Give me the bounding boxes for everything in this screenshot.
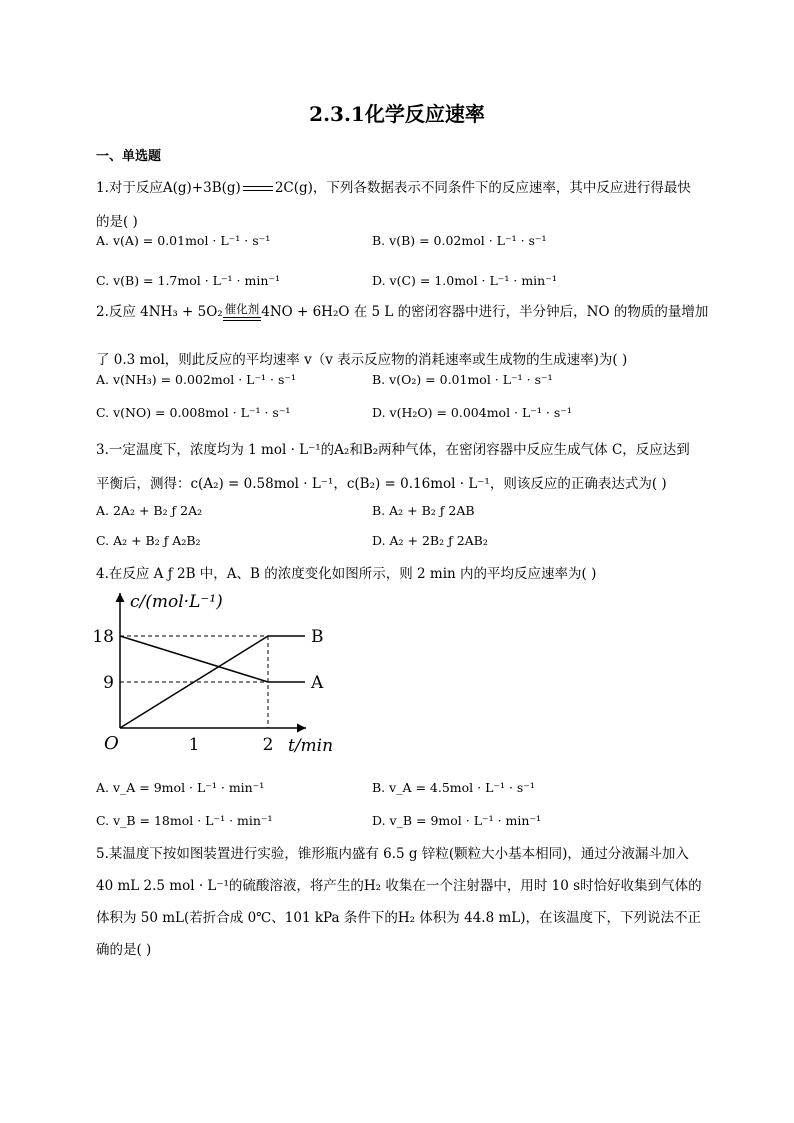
x-tick-label-1: 1 [188, 735, 200, 755]
question-3-stem-line2: 平衡后，测得：c(A₂) = 0.58mol · L⁻¹，c(B₂) = 0.16mol · L⁻¹，则该反应的正确表达式为( ) [96, 476, 667, 492]
q2-option-c[interactable]: C. v(NO) = 0.008mol · L⁻¹ · s⁻¹ [96, 405, 291, 420]
y-tick-label-9: 9 [103, 673, 114, 693]
series-label-B: B [311, 627, 324, 647]
q1-stem-a: 1.对于反应A(g)+3B(g) [96, 180, 241, 196]
q2-stem-a: 2.反应 4NH₃ + 5O₂ [96, 304, 223, 320]
series-label-A: A [311, 673, 324, 693]
question-5-line3: 体积为 50 mL(若折合成 0℃、101 kPa 条件下的H₂ 体积为 44.8 mL)，在该温度下，下列说法不正 [96, 910, 701, 926]
equals-arrow-icon [223, 318, 262, 321]
question-2-stem [96, 300, 708, 321]
question-1-stem [96, 176, 691, 196]
question-5-line2: 40 mL 2.5 mol · L⁻¹的硫酸溶液，将产生的H₂ 收集在一个注射器中，用时 10 s时恰好收集到气体的 [96, 878, 702, 894]
question-4-stem: 4.在反应 A ƒ 2B 中，A、B 的浓度变化如图所示，则 2 min 内的平均反应速率为( ) [96, 566, 597, 582]
question-2-stem-line2: 了 0.3 mol，则此反应的平均速率 v（v 表示反应物的消耗速率或生成物的生成速率)为( ) [96, 352, 628, 368]
concentration-chart [92, 585, 356, 760]
question-1-stem-line2: 的是( ) [96, 214, 138, 230]
q3-option-c[interactable]: C. A₂ + B₂ ƒ A₂B₂ [96, 533, 201, 548]
q1-option-c[interactable]: C. v(B) = 1.7mol · L⁻¹ · min⁻¹ [96, 273, 281, 288]
q3-option-d[interactable]: D. A₂ + 2B₂ ƒ 2AB₂ [372, 533, 488, 548]
q2-option-a[interactable]: A. v(NH₃) = 0.002mol · L⁻¹ · s⁻¹ [96, 372, 296, 387]
q3-option-b[interactable]: B. A₂ + B₂ ƒ 2AB [372, 503, 475, 518]
catalyst-arrow [223, 304, 262, 321]
q4-option-c[interactable]: C. v_B = 18mol · L⁻¹ · min⁻¹ [96, 813, 273, 828]
q1-option-d[interactable]: D. v(C) = 1.0mol · L⁻¹ · min⁻¹ [372, 273, 557, 288]
q1-option-b[interactable]: B. v(B) = 0.02mol · L⁻¹ · s⁻¹ [372, 233, 547, 248]
y-axis-label: c/(mol·L⁻¹) [130, 592, 223, 612]
question-5-line1: 5.某温度下按如图装置进行实验，锥形瓶内盛有 6.5 g 锌粒(颗粒大小基本相同)，通过分液漏斗加入 [96, 846, 689, 862]
series-line-A [120, 636, 305, 682]
page-title: 2.3.1化学反应速率 [309, 102, 485, 126]
q2-option-b[interactable]: B. v(O₂) = 0.01mol · L⁻¹ · s⁻¹ [372, 372, 553, 387]
q2-stem-b: 4NO + 6H₂O 在 5 L 的密闭容器中进行，半分钟后，NO 的物质的量增加 [261, 304, 709, 320]
q1-stem-b: 2C(g)，下列各数据表示不同条件下的反应速率，其中反应进行得最快 [274, 180, 691, 196]
q4-option-d[interactable]: D. v_B = 9mol · L⁻¹ · min⁻¹ [372, 813, 542, 828]
q1-option-a[interactable]: A. v(A) = 0.01mol · L⁻¹ · s⁻¹ [96, 233, 271, 248]
question-5-line4: 确的是( ) [96, 942, 152, 958]
y-tick-label-18: 18 [92, 627, 114, 647]
q4-option-a[interactable]: A. v_A = 9mol · L⁻¹ · min⁻¹ [96, 780, 265, 795]
origin-label: O [104, 733, 119, 754]
q3-option-a[interactable]: A. 2A₂ + B₂ ƒ 2A₂ [96, 503, 203, 518]
q4-option-b[interactable]: B. v_A = 4.5mol · L⁻¹ · s⁻¹ [372, 780, 535, 795]
q2-option-d[interactable]: D. v(H₂O) = 0.004mol · L⁻¹ · s⁻¹ [372, 405, 572, 420]
x-axis-label: t/min [288, 736, 334, 756]
section-heading: 一、单选题 [96, 149, 162, 164]
x-tick-label-2: 2 [262, 735, 274, 755]
question-3-stem-line1: 3.一定温度下，浓度均为 1 mol · L⁻¹的A₂和B₂两种气体，在密闭容器中反应生成气体 C，反应达到 [96, 442, 690, 458]
catalyst-label: 催化剂 [224, 302, 260, 317]
equals-arrow-icon [243, 186, 273, 191]
